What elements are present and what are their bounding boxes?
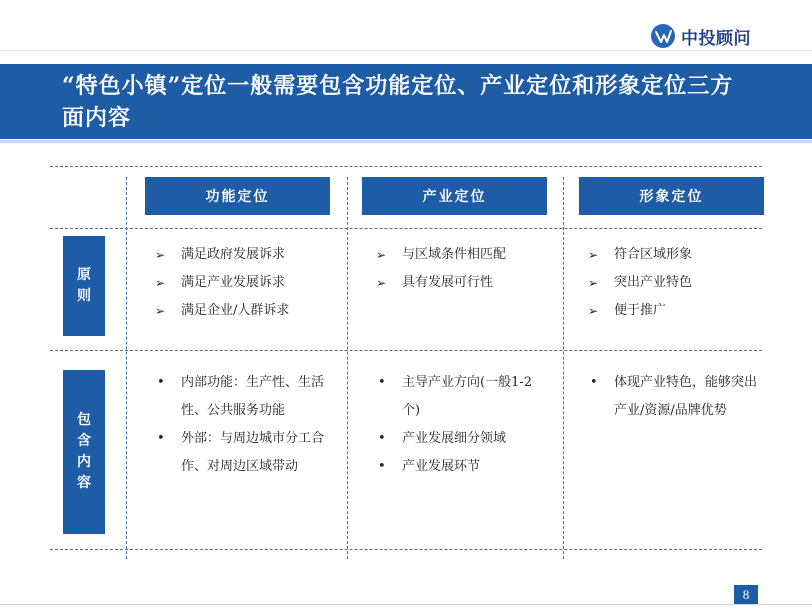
list-item: ➢ 具有发展可行性 bbox=[376, 269, 556, 297]
list-item: ➢ 突出产业特色 bbox=[588, 269, 768, 297]
list-item: • 内部功能：生产性、生活性、公共服务功能 bbox=[155, 369, 335, 425]
row-header-contents bbox=[63, 370, 105, 534]
row-header-principles-label: 原则 bbox=[77, 267, 91, 304]
principles-industry-cell bbox=[376, 241, 556, 297]
list-item: • 外部：与周边城市分工合作、对周边区域带动 bbox=[155, 425, 335, 481]
company-logo-icon bbox=[650, 23, 676, 49]
footer-divider bbox=[0, 604, 812, 605]
list-item: ➢ 满足产业发展诉求 bbox=[155, 269, 340, 297]
list-item: • 体现产业特色，能够突出产业/资源/品牌优势 bbox=[588, 369, 763, 425]
title-band bbox=[0, 64, 812, 139]
row-divider-rule bbox=[50, 350, 762, 351]
list-item: • 主导产业方向(一般1-2个) bbox=[376, 369, 546, 425]
contents-function-cell bbox=[155, 369, 335, 481]
row-header-principles bbox=[63, 236, 105, 336]
table-bottom-rule bbox=[50, 549, 762, 550]
column-divider-1 bbox=[126, 177, 127, 559]
page-number: 8 bbox=[734, 585, 758, 605]
row-header-contents-label: 包含内容 bbox=[77, 412, 91, 491]
list-item: ➢ 满足企业/人群诉求 bbox=[155, 297, 340, 325]
table-top-rule bbox=[50, 166, 762, 167]
principles-image-cell bbox=[588, 241, 768, 325]
column-header-function: 功能定位 bbox=[145, 177, 330, 215]
column-divider-2 bbox=[347, 177, 348, 559]
company-logo bbox=[650, 23, 751, 49]
column-header-image: 形象定位 bbox=[579, 177, 764, 215]
contents-industry-cell bbox=[376, 369, 546, 481]
column-divider-3 bbox=[563, 177, 564, 559]
slide-title: “特色小镇”定位一般需要包含功能定位、产业定位和形象定位三方面内容 bbox=[62, 73, 734, 131]
header-divider bbox=[0, 50, 812, 51]
header-row-rule bbox=[50, 228, 762, 229]
list-item: ➢ 符合区域形象 bbox=[588, 241, 768, 269]
logo-brand-text: 中投顾问 bbox=[681, 28, 751, 49]
list-item: ➢ 满足政府发展诉求 bbox=[155, 241, 340, 269]
list-item: ➢ 便于推广 bbox=[588, 297, 768, 325]
column-header-industry: 产业定位 bbox=[362, 177, 547, 215]
contents-image-cell bbox=[588, 369, 763, 425]
list-item: • 产业发展环节 bbox=[376, 453, 546, 481]
principles-function-cell bbox=[155, 241, 340, 325]
list-item: ➢ 与区域条件相匹配 bbox=[376, 241, 556, 269]
list-item: • 产业发展细分领域 bbox=[376, 425, 546, 453]
